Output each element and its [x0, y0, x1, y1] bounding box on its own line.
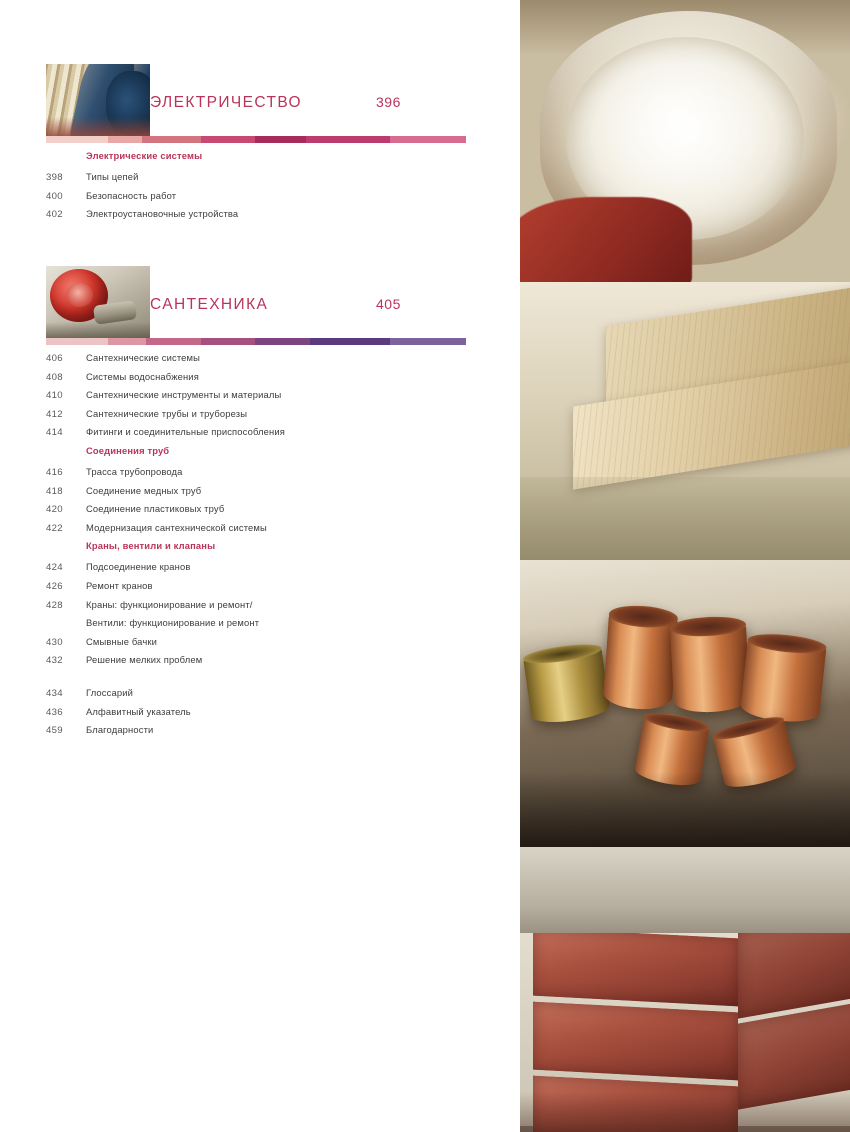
toc-entry[interactable]: [46, 654, 466, 673]
section-header: [46, 266, 466, 338]
toc-entry[interactable]: [46, 503, 466, 522]
toc-entry-label: Соединения труб: [86, 444, 170, 456]
section-page-number: 405: [376, 296, 401, 312]
toc-entry-label: Благодарности: [86, 724, 154, 736]
toc-page-number: 402: [46, 209, 63, 221]
toc-list-plumbing: [46, 352, 466, 743]
toc-entry-label: Алфавитный указатель: [86, 705, 191, 717]
toc-entry-label: Ремонт кранов: [86, 579, 153, 591]
toc-entry[interactable]: [46, 599, 466, 618]
toc-entry[interactable]: [46, 522, 466, 541]
toc-entry[interactable]: [46, 408, 466, 427]
toc-page-number: 412: [46, 408, 63, 420]
toc-section-electricity: [46, 64, 466, 221]
toc-entry[interactable]: [46, 706, 466, 725]
toc-list-electricity: [46, 150, 466, 227]
toc-entry-label: Системы водоснабжения: [86, 370, 199, 382]
toc-entry[interactable]: [46, 561, 466, 580]
toc-entry-label: Сантехнические инструменты и материалы: [86, 389, 282, 401]
toc-entry[interactable]: [46, 485, 466, 504]
toc-spacer: [46, 673, 466, 687]
toc-entry[interactable]: [46, 426, 466, 445]
toc-entry-label: Фитинги и соединительные приспособления: [86, 426, 285, 438]
toc-entry-label: Краны: функционирование и ремонт/: [86, 598, 253, 610]
plumbing-thumbnail: [46, 266, 150, 338]
toc-page-number: 426: [46, 580, 63, 592]
toc-entry-label: Вентили: функционирование и ремонт: [86, 617, 260, 629]
toc-entry-label: Безопасность работ: [86, 189, 177, 201]
toc-page-number: 436: [46, 706, 63, 718]
toc-subheading: [46, 540, 466, 561]
toc-entry[interactable]: [46, 724, 466, 743]
toc-entry-label: Соединение пластиковых труб: [86, 503, 225, 515]
toc-page-number: 414: [46, 427, 63, 439]
toc-entry-label: Глоссарий: [86, 686, 133, 698]
section-colorbar: [46, 136, 466, 143]
toc-entry[interactable]: [46, 352, 466, 371]
toc-entry[interactable]: [46, 371, 466, 390]
toc-page-number: 406: [46, 353, 63, 364]
section-title: САНТЕХНИКА: [150, 296, 269, 313]
toc-section-plumbing: [46, 266, 466, 737]
toc-page-number: 432: [46, 655, 63, 667]
toc-page-number: 459: [46, 725, 63, 737]
toc-entry[interactable]: [46, 466, 466, 485]
toc-entry-label: Сантехнические системы: [86, 352, 201, 363]
electricity-thumbnail: [46, 64, 150, 136]
toc-entry[interactable]: [46, 190, 466, 209]
toc-subheading: [46, 445, 466, 466]
toc-subheading: [46, 150, 466, 171]
toc-entry[interactable]: [46, 208, 466, 227]
toc-entry-label: Соединение медных труб: [86, 484, 202, 496]
toc-page-number: 398: [46, 172, 63, 183]
toc-page-number: 420: [46, 504, 63, 516]
toc-page-number: 416: [46, 466, 63, 478]
photo-strip: [520, 0, 850, 1132]
toc-entry-label: Электрические системы: [86, 150, 203, 161]
brick-wall-photo: [520, 847, 850, 1132]
toc-page-number: 410: [46, 390, 63, 402]
toc-entry-label: Модернизация сантехнической системы: [86, 521, 267, 533]
toc-page-number: 400: [46, 190, 63, 202]
toc-entry[interactable]: [46, 687, 466, 706]
toc-page-number: 430: [46, 636, 63, 648]
toc-page-number: 422: [46, 522, 63, 534]
toc-entry-label: Электроустановочные устройства: [86, 208, 239, 220]
toc-entry-continuation[interactable]: [46, 617, 466, 636]
section-title: ЭЛЕКТРИЧЕСТВО: [150, 94, 303, 111]
toc-page-number: 418: [46, 485, 63, 497]
copper-pipe-fittings-photo: [520, 560, 850, 847]
toc-entry[interactable]: [46, 171, 466, 190]
wood-planks-photo: [520, 282, 850, 560]
toc-page-number: 434: [46, 687, 63, 699]
section-header: [46, 64, 466, 136]
toc-entry-label: Сантехнические трубы и труборезы: [86, 407, 248, 419]
toc-page-number: 424: [46, 562, 63, 574]
toc-entry[interactable]: [46, 636, 466, 655]
toc-entry-label: Типы цепей: [86, 171, 139, 182]
toc-entry[interactable]: [46, 389, 466, 408]
toc-entry-label: Смывные бачки: [86, 635, 158, 647]
section-page-number: 396: [376, 94, 401, 110]
paint-can-photo: [520, 0, 850, 282]
toc-entry-label: Подсоединение кранов: [86, 561, 191, 573]
toc-entry-label: Решение мелких проблем: [86, 654, 203, 666]
toc-page-number: 408: [46, 371, 63, 383]
toc-entry-label: Трасса трубопровода: [86, 465, 183, 477]
toc-page-number: 428: [46, 599, 63, 611]
toc-entry[interactable]: [46, 580, 466, 599]
toc-entry-label: Краны, вентили и клапаны: [86, 540, 216, 552]
section-colorbar: [46, 338, 466, 345]
